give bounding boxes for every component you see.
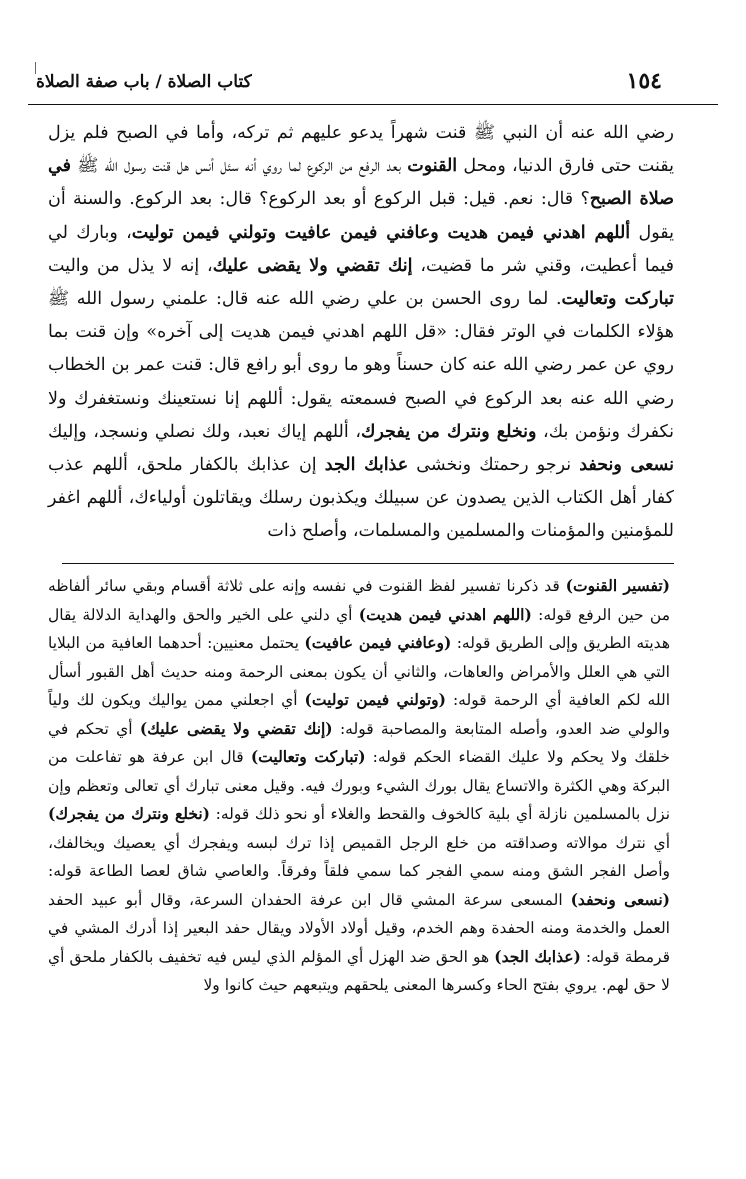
footnote-commentary	[48, 572, 670, 1000]
bold-term: (وتولني فيمن توليت)	[304, 690, 446, 709]
bold-term: (اللهم اهدني فيمن هديت)	[358, 604, 532, 624]
bold-term: (عذابك الجد)	[494, 946, 581, 966]
text-segment: ؟ قال: نعم. قيل: قبل الركوع أو بعد الركوع؟ قال: بعد الركوع. والسنة أن يقول	[48, 189, 674, 243]
text-segment: نرجو رحمتك ونخشى	[408, 455, 580, 476]
text-segment: يحتمل معنيين: أحدهما العافية من البلايا التي هي العلل والأمراض والعاهات، والثاني أن يكون بمعنى الرحمة ومنه حديث أهل القبور أسأل الله لكم العافية أي الرحمة قوله:	[48, 634, 670, 709]
text-segment: قال ابن عرفة هو تفاعلت من البركة وهي الكثرة والاتساع يقال بورك الشيء وبورك فيه. وقيل معنى تبارك أي تعالى وتعظم وإن نزل بالمسلمين نازلة أي بلية كالخوف والقحط والغلاء أو نحو ذلك قوله:	[48, 748, 671, 823]
text-segment: ، إنه لا يذل من واليت	[48, 255, 213, 276]
footnote-divider	[62, 563, 674, 564]
bold-term: تباركت وتعاليت	[561, 289, 674, 310]
bold-term: (نخلع ونترك من يفجرك)	[48, 804, 211, 823]
bold-term: عذابك الجد	[324, 455, 409, 476]
bold-term: أللهم اهدني فيمن هديت وعافني فيمن عافيت وتولني فيمن توليت	[131, 222, 631, 243]
footnote-paragraph	[48, 572, 670, 1000]
text-segment: المسعى سرعة المشي قال ابن عرفة الحفدان السرعة، وقال أبو عبيد الحفد العمل والخدمة ومنه الحفدة وهم الخدم، وقيل أولاد الأولاد ويقال حفد البعير إذا أدرك المشي في قرمطة قوله:	[48, 890, 670, 966]
bold-term: القنوت	[407, 156, 458, 177]
text-segment: ، أللهم إياك نعبد، ولك نصلي ونسجد، وإليك	[48, 421, 361, 442]
text-segment: أي نترك موالاته وصداقته من خلع الرجل القميص إذا ترك لبسه ويفجرك أي يعصيك ويخالفك، وأصل الفجر الشق ومنه سمي الفجر كما سمي فلقاً وفرقاً. والعاصي شاق لعصا الطاعة قوله:	[48, 833, 670, 880]
text-segment: أي اجعلني ممن يواليك ويكون لك ولياً والولي ضد العدو، وأصله المتابعة والمصاحبة قوله:	[48, 691, 670, 738]
bold-term: (تفسير القنوت)	[565, 576, 670, 595]
bold-term: نسعى ونحفد	[579, 455, 674, 476]
running-title: كتاب الصلاة / باب صفة الصلاة	[36, 72, 252, 92]
text-segment: بعد الرفع من الركوع لما روي أنه سئل أنس هل قنت رسول الله ﷺ	[70, 156, 408, 177]
page-header	[28, 64, 718, 105]
page-number: ١٥٤	[626, 68, 662, 94]
text-segment: هو الحق ضد الهزل أي المؤلم الذي ليس فيه تخفيف بالكفار ملحق أي لا حق لهم. يروي بفتح الحاء وكسرها المعنى يلحقهم ويتبعهم حيث كانوا ولا	[48, 947, 670, 994]
text-segment: إن عذابك بالكفار ملحق، أللهم عذب كفار أهل الكتاب الذين يصدون عن سبيلك ويكذبون رسلك ويقاتلون أولياءك، أللهم اغفر للمؤمنين والمؤمنات والمسلمين والمسلمات، وأصلح ذات	[48, 455, 674, 542]
bold-term: (وعافني فيمن عافيت)	[304, 633, 452, 652]
text-segment: أي دلني على الخير والحق والهداية الدلالة يقال هديته الطريق وإلى الطريق قوله:	[48, 605, 670, 652]
main-paragraph	[48, 117, 674, 549]
bold-term: في صلاة الصبح	[48, 156, 674, 210]
bold-term: إنك تقضي ولا يقضى عليك	[212, 255, 413, 276]
bold-term: (نسعى ونحفد)	[570, 889, 670, 909]
text-segment: . لما روى الحسن بن علي رضي الله عنه قال: علمني رسول الله ﷺ هؤلاء الكلمات في الوتر فقال: «قل اللهم اهدني فيمن هديت إلى آخره» وإن قنت بما روي عن عمر رضي الله عنه كان حسناً وهو ما روى أبو رافع قال: قنت عمر بن الخطاب رضي الله عنه بعد الركوع في الصبح فسمعته يقول: أللهم إنا نستعينك ونستغفرك ولا نكفرك ونؤمن بك،	[48, 289, 674, 442]
text-segment: رضي الله عنه أن النبي ﷺ قنت شهراً يدعو عليهم ثم تركه، وأما في الصبح فلم يزل يقنت حتى فارق الدنيا، ومحل	[48, 123, 674, 177]
text-segment: أي تحكم في خلقك ولا يحكم ولا عليك القضاء الحكم قوله:	[48, 719, 671, 766]
bold-term: (تباركت وتعاليت)	[250, 747, 366, 766]
bold-term: (إنك تقضي ولا يقضى عليك)	[139, 718, 333, 738]
bold-term: ونخلع ونترك من يفجرك	[360, 421, 537, 442]
main-text	[48, 117, 674, 549]
text-segment: قد ذكرنا تفسير لفظ القنوت في نفسه وإنه على ثلاثة أقسام وبقي سائر ألفاظه من حين الرفع قوله:	[48, 577, 670, 624]
text-segment: ، وبارك لي فيما أعطيت، وقني شر ما قضيت،	[48, 222, 674, 276]
